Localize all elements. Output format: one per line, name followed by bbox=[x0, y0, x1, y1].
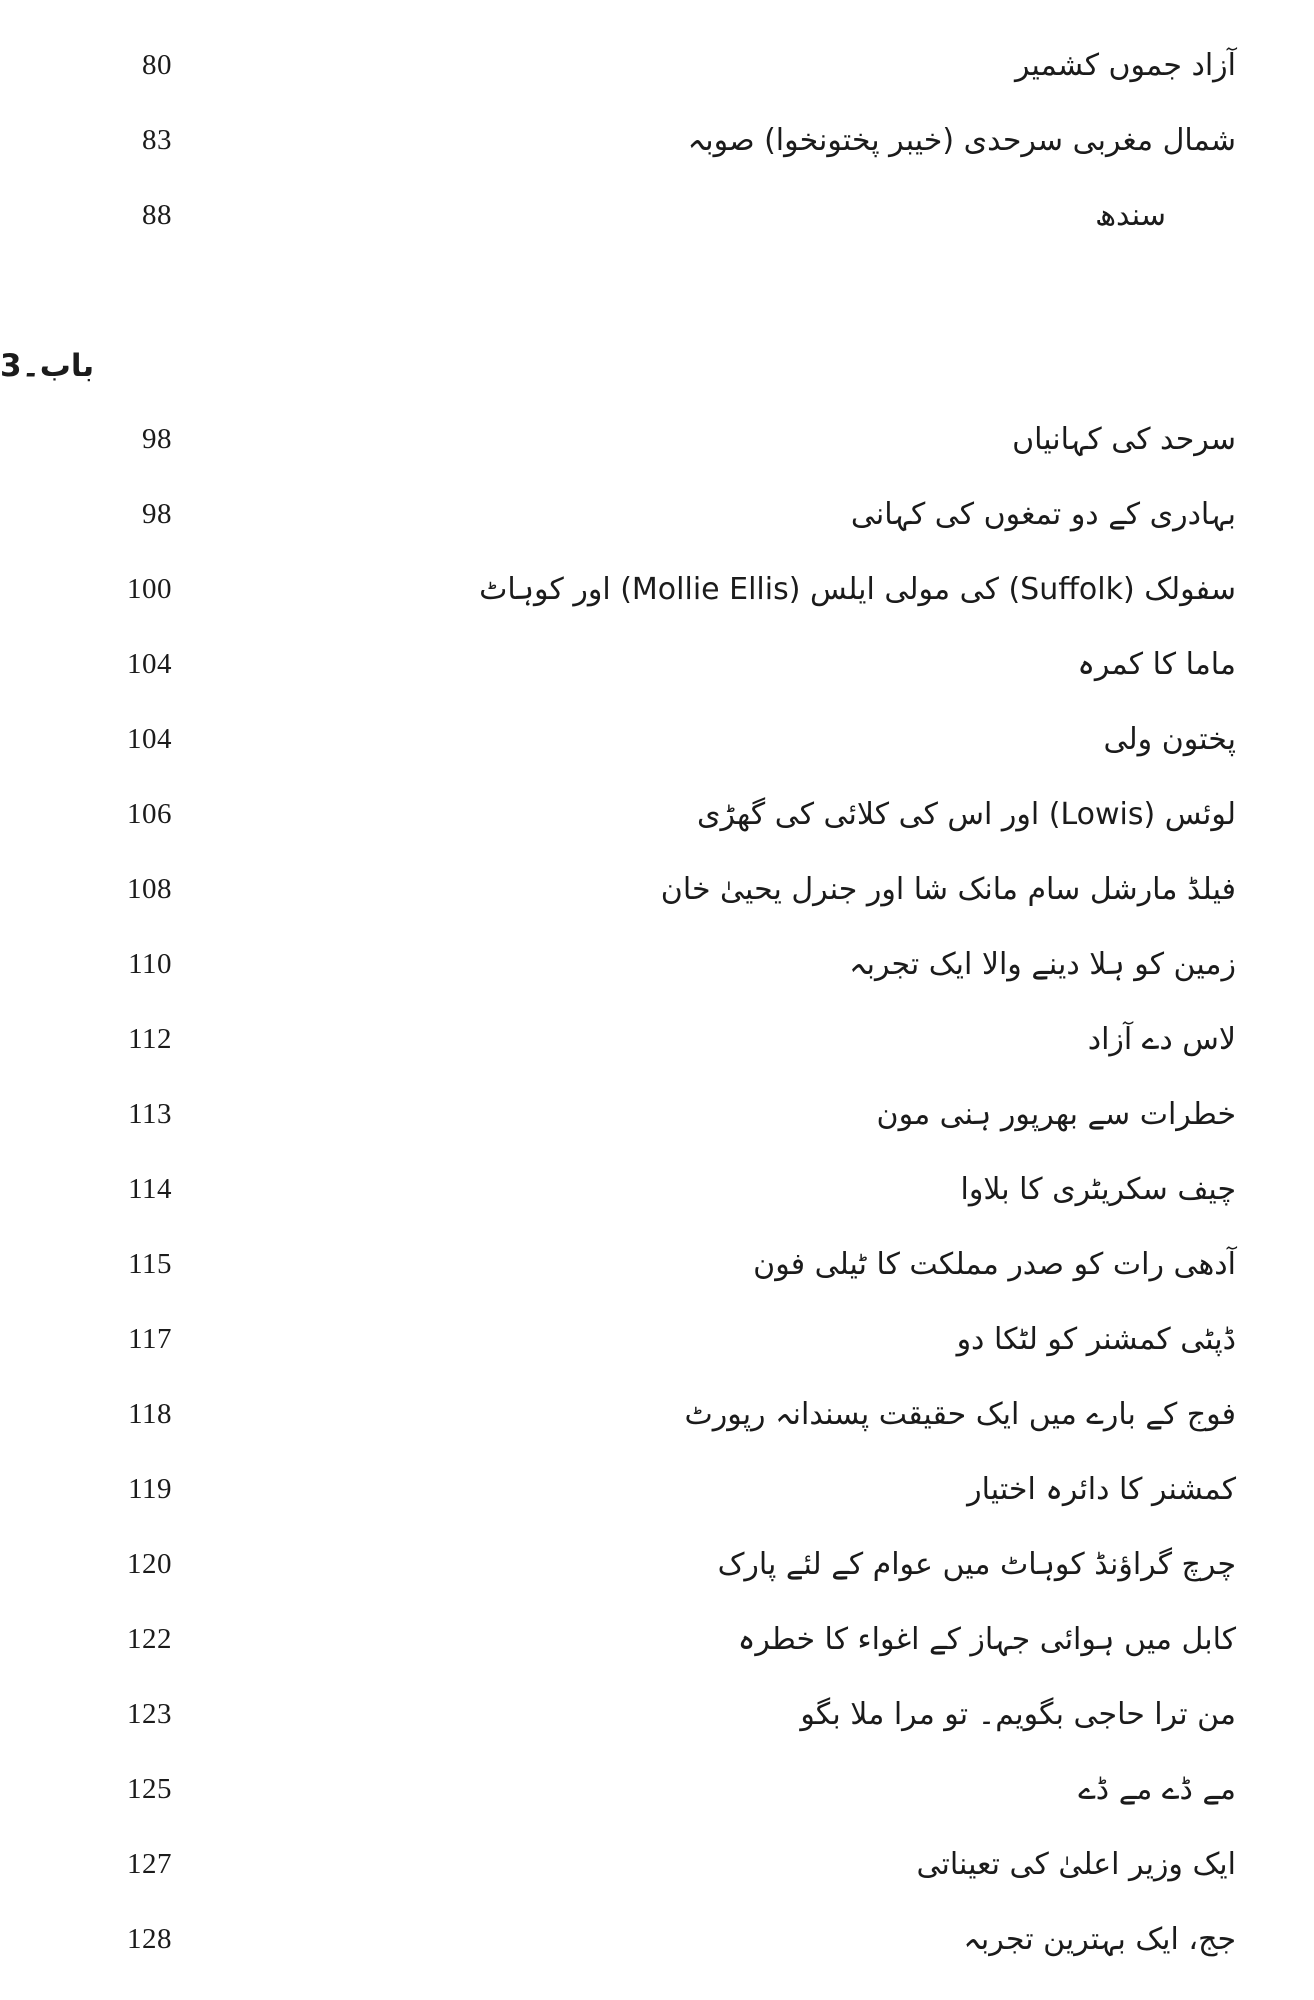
toc-entry-row bbox=[0, 178, 1314, 253]
entry-title: ایک وزیر اعلیٰ کی تعیناتی bbox=[916, 1846, 1236, 1882]
entry-title: مے ڈے مے ڈے bbox=[1078, 1771, 1236, 1807]
toc-entry-row bbox=[0, 1827, 1314, 1902]
entry-title: کمشنر کا دائرہ اختیار bbox=[967, 1471, 1236, 1507]
entry-page-number: 112 bbox=[128, 1023, 172, 1055]
entry-title: من ترا حاجی بگویم۔ تو مرا ملا بگو bbox=[800, 1696, 1236, 1732]
entry-title: آزاد جموں کشمیر bbox=[1014, 47, 1236, 83]
entry-title: آدھی رات کو صدر مملکت کا ٹیلی فون bbox=[753, 1246, 1236, 1282]
entry-title: ماما کا کمرہ bbox=[1077, 646, 1236, 682]
toc-entry-row bbox=[0, 1227, 1314, 1302]
toc-entry-row bbox=[0, 402, 1314, 477]
chapter-heading: باب۔3 bbox=[0, 348, 95, 384]
entry-title: سفولک (Suffolk) کی مولی ایلس (Mollie Ellis) اور کوہاٹ bbox=[479, 571, 1236, 607]
entry-page-number: 110 bbox=[128, 948, 172, 980]
entry-page-number: 118 bbox=[128, 1398, 172, 1430]
entry-page-number: 119 bbox=[128, 1473, 172, 1505]
toc-entry-row bbox=[0, 777, 1314, 852]
entry-title: فیلڈ مارشل سام مانک شا اور جنرل یحییٰ خان bbox=[660, 871, 1236, 907]
entry-page-number: 100 bbox=[127, 573, 172, 605]
toc-entry-row bbox=[0, 1152, 1314, 1227]
toc-entry-row bbox=[0, 1527, 1314, 1602]
toc-entry-row bbox=[0, 1302, 1314, 1377]
entry-title: جج، ایک بہترین تجربہ bbox=[963, 1921, 1236, 1957]
toc-entry-row bbox=[0, 477, 1314, 552]
toc-entry-row bbox=[0, 552, 1314, 627]
entry-page-number: 125 bbox=[127, 1773, 172, 1805]
toc-entry-row bbox=[0, 1902, 1314, 1977]
entry-title: زمین کو ہلا دینے والا ایک تجربہ bbox=[849, 946, 1236, 982]
entry-title: چیف سکریٹری کا بلاوا bbox=[960, 1171, 1236, 1207]
entry-page-number: 128 bbox=[127, 1923, 172, 1955]
toc-entry-row bbox=[0, 1002, 1314, 1077]
toc-entry-row bbox=[0, 103, 1314, 178]
toc-entry-row bbox=[0, 1452, 1314, 1527]
entry-page-number: 80 bbox=[142, 49, 172, 81]
entry-page-number: 106 bbox=[127, 798, 172, 830]
entry-page-number: 83 bbox=[142, 124, 172, 156]
entry-title: ڈپٹی کمشنر کو لٹکا دو bbox=[956, 1321, 1236, 1357]
entry-page-number: 98 bbox=[142, 498, 172, 530]
toc-entry-row bbox=[0, 1602, 1314, 1677]
entry-title: لاس دے آزاد bbox=[1087, 1021, 1236, 1057]
entry-page-number: 104 bbox=[127, 648, 172, 680]
entry-title: فوج کے بارے میں ایک حقیقت پسندانہ رپورٹ bbox=[684, 1396, 1236, 1432]
toc-entry-row bbox=[0, 852, 1314, 927]
entry-page-number: 104 bbox=[127, 723, 172, 755]
entry-page-number: 115 bbox=[128, 1248, 172, 1280]
entry-title: سرحد کی کہانیاں bbox=[1012, 421, 1236, 457]
entry-title: بہادری کے دو تمغوں کی کہانی bbox=[850, 496, 1236, 532]
toc-entry-row bbox=[0, 627, 1314, 702]
entry-title: چرچ گراؤنڈ کوہاٹ میں عوام کے لئے پارک bbox=[717, 1546, 1236, 1582]
entry-title: سندھ bbox=[1095, 197, 1166, 233]
toc-section-main bbox=[0, 402, 1314, 1977]
entry-page-number: 108 bbox=[127, 873, 172, 905]
entry-page-number: 114 bbox=[128, 1173, 172, 1205]
toc-entry-row bbox=[0, 1752, 1314, 1827]
toc-entry-row bbox=[0, 1377, 1314, 1452]
entry-page-number: 113 bbox=[128, 1098, 172, 1130]
entry-page-number: 120 bbox=[127, 1548, 172, 1580]
toc-entry-row bbox=[0, 702, 1314, 777]
entry-title: شمال مغربی سرحدی (خیبر پختونخوا) صوبہ bbox=[687, 122, 1236, 158]
entry-page-number: 122 bbox=[127, 1623, 172, 1655]
toc-section-top bbox=[0, 28, 1314, 253]
entry-page-number: 117 bbox=[128, 1323, 172, 1355]
entry-title: کابل میں ہوائی جہاز کے اغواء کا خطرہ bbox=[737, 1621, 1236, 1657]
toc-entry-row bbox=[0, 1677, 1314, 1752]
toc-entry-row bbox=[0, 927, 1314, 1002]
entry-page-number: 127 bbox=[127, 1848, 172, 1880]
entry-title: پختون ولی bbox=[1103, 721, 1236, 757]
entry-title: خطرات سے بھرپور ہنی مون bbox=[876, 1096, 1236, 1132]
entry-page-number: 123 bbox=[127, 1698, 172, 1730]
entry-title: لوئس (Lowis) اور اس کی کلائی کی گھڑی bbox=[697, 796, 1236, 832]
entry-page-number: 88 bbox=[142, 199, 172, 231]
toc-entry-row bbox=[0, 1077, 1314, 1152]
toc-entry-row bbox=[0, 28, 1314, 103]
entry-page-number: 98 bbox=[142, 423, 172, 455]
